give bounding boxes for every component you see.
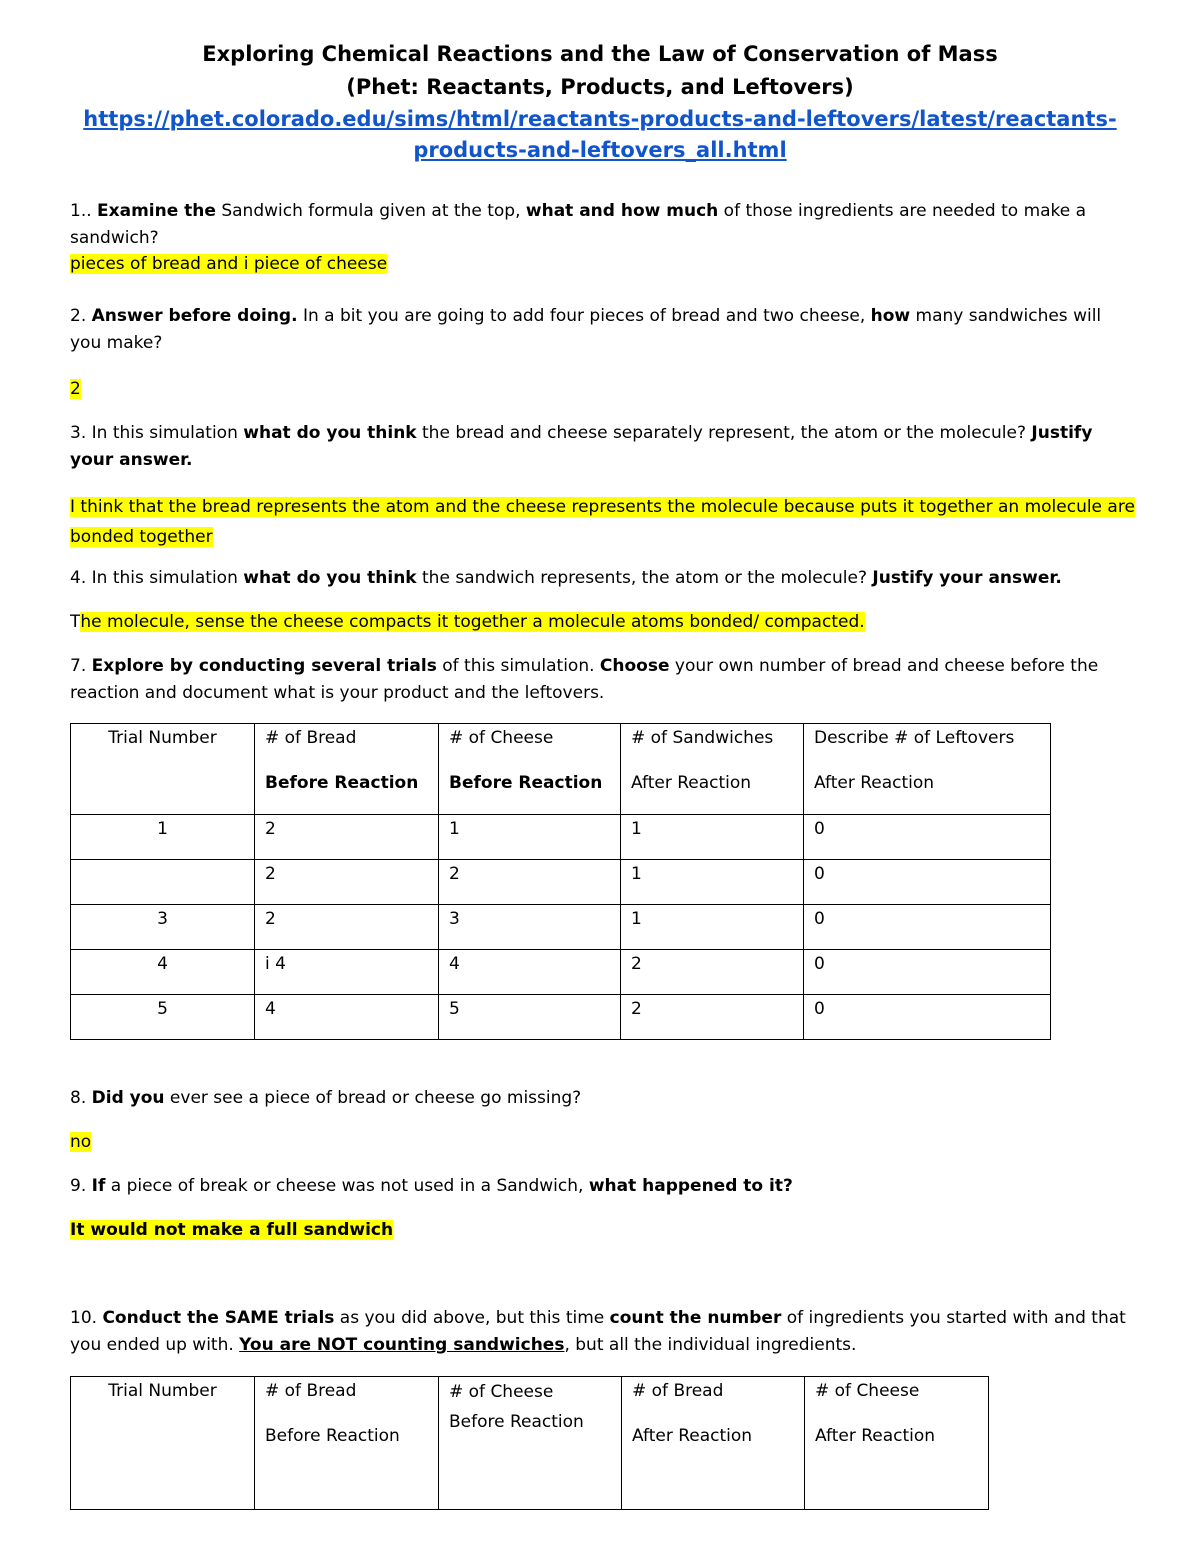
bold-text: Conduct the SAME trials [102,1308,335,1328]
question-text: of those ingredients are needed to make a sandwich? [70,201,1087,248]
bold-text: what do you think [243,423,417,443]
table-row [71,815,1051,860]
bold-text: what do you think [243,568,417,588]
header-label: # of Bread [632,1381,724,1401]
header-sandwiches-after [621,724,804,815]
question-number: 8. [70,1088,92,1108]
header-label: After Reaction [632,1426,753,1446]
table-cell: 3 [71,905,255,950]
table-cell: 4 [439,950,621,995]
header-bread-before [255,1377,439,1510]
question-text: Sandwich formula given at the top, [215,201,526,221]
table-cell: 0 [804,995,1051,1040]
question-number: 7. [70,656,92,676]
answer-8 [70,1129,1135,1156]
table-header-row [71,1377,989,1510]
question-text: In a bit you are going to add four pieces of bread and two cheese, [297,306,871,326]
highlighted-answer: pieces of bread and i piece of cheese [70,254,388,274]
bold-text: Justify your answer. [70,423,1093,470]
ingredients-table [70,1376,989,1510]
header-label: Before Reaction [265,1426,400,1446]
header-label: # of Bread [265,1381,357,1401]
highlighted-answer: I think that the bread represents the atom and the cheese represents the molecule because puts it together an molecule are bonded together [70,497,1135,547]
answer-3 [70,492,1135,552]
table-cell: 2 [255,860,439,905]
header-bread-before [255,724,439,815]
header-label: Trial Number [108,728,217,748]
bold-text: Choose [599,656,670,676]
table-cell: i 4 [255,950,439,995]
question-7 [70,653,1135,707]
table-cell: 1 [71,815,255,860]
question-text: ever see a piece of bread or cheese go missing? [164,1088,582,1108]
header-label: # of Sandwiches [631,728,774,748]
table-cell: 0 [804,950,1051,995]
question-9 [70,1173,1135,1200]
bold-text: how [870,306,911,326]
table-cell: 0 [804,815,1051,860]
bold-text: what happened to it? [588,1176,793,1196]
question-text: of ingredients you started with and that you ended up with. [70,1308,1126,1355]
table-cell: 2 [439,860,621,905]
question-2 [70,303,1135,357]
question-8 [70,1085,1135,1112]
table-cell: 2 [621,950,804,995]
header-bread-after [622,1377,805,1510]
table-cell: 2 [255,905,439,950]
question-text: the sandwich represents, the atom or the molecule? [416,568,873,588]
highlighted-answer: It would not make a full sandwich [70,1220,394,1240]
question-text: of this simulation. [436,656,600,676]
question-10 [70,1305,1135,1359]
table-cell: 0 [804,860,1051,905]
answer-2 [70,376,1135,403]
answer-text: T [70,612,81,632]
bold-text: Explore by conducting several trials [91,656,437,676]
header-label: Before Reaction [449,773,603,793]
answer-1 [70,251,1135,278]
highlighted-answer: 2 [70,379,81,399]
header-label: After Reaction [814,773,935,793]
question-text: many sandwiches will you make? [70,306,1102,353]
table-cell: 5 [439,995,621,1040]
highlighted-answer: no [70,1132,92,1152]
header-label: # of Cheese [815,1381,920,1401]
simulation-link-line-1[interactable]: https://phet.colorado.edu/sims/html/reactants-products-and-leftovers/latest/reactants- [83,107,1117,131]
question-3 [70,420,1135,474]
header-label: After Reaction [631,773,752,793]
header-label [81,769,244,814]
header-label: # of Cheese [449,1382,554,1402]
header-label: # of Bread [265,728,357,748]
title-line-2: (Phet: Reactants, Products, and Leftovers) [346,75,854,99]
table-cell: 1 [439,815,621,860]
underlined-text: You are NOT counting sandwiches [239,1335,565,1355]
header-label: Trial Number [108,1381,217,1401]
question-text: the bread and cheese separately represent, the atom or the molecule? [416,423,1032,443]
header-label: Describe # of Leftovers [814,728,1015,748]
bold-text: Did you [91,1088,165,1108]
question-number: 4. [70,568,92,588]
question-number: 9. [70,1176,92,1196]
question-4 [70,565,1135,592]
header-label: Before Reaction [265,773,419,793]
question-text: your own number of bread and cheese before the reaction and document what is your product and the leftovers. [70,656,1099,703]
header-cheese-before [439,1377,622,1510]
trials-table [70,723,1051,1040]
table-row [71,950,1051,995]
table-cell: 3 [439,905,621,950]
header-label [81,1422,244,1467]
bold-text: If [91,1176,106,1196]
table-cell: 2 [621,995,804,1040]
question-text: , but all the individual ingredients. [564,1335,857,1355]
question-text: as you did above, but this time [334,1308,610,1328]
table-cell [71,860,255,905]
question-text: a piece of break or cheese was not used in a Sandwich, [105,1176,589,1196]
header-label: After Reaction [815,1426,936,1446]
bold-text: count the number [609,1308,782,1328]
header-cheese-after [805,1377,989,1510]
bold-text: Examine the [97,201,216,221]
table-header-row [71,724,1051,815]
bold-text: what and how much [525,201,719,221]
table-cell: 4 [255,995,439,1040]
header-label: Before Reaction [449,1412,584,1432]
bold-text: Answer before doing. [91,306,298,326]
table-cell: 1 [621,860,804,905]
header-cheese-before [439,724,621,815]
highlighted-answer: he molecule, sense the cheese compacts it together a molecule atoms bonded/ compacted. [80,612,865,632]
table-row [71,905,1051,950]
table-cell: 4 [71,950,255,995]
question-text: In this simulation [91,423,244,443]
question-number: 2. [70,306,92,326]
table-row [71,995,1051,1040]
answer-9 [70,1217,1135,1244]
table-cell: 2 [255,815,439,860]
header-trial-number [71,724,255,815]
header-trial-number [71,1377,255,1510]
question-text: In this simulation [91,568,244,588]
bold-text: Justify your answer. [872,568,1062,588]
question-number: 10. [70,1308,103,1328]
simulation-link-line-2[interactable]: products-and-leftovers_all.html [413,138,787,162]
table-cell: 5 [71,995,255,1040]
answer-4 [70,609,1135,636]
question-1 [70,198,1135,252]
table-row [71,860,1051,905]
table-cell: 1 [621,905,804,950]
table-cell: 1 [621,815,804,860]
question-number: 1.. [70,201,92,221]
header-label: # of Cheese [449,728,554,748]
table-cell: 0 [804,905,1051,950]
question-number: 3. [70,423,92,443]
worksheet-header [60,38,1140,166]
title-line-1: Exploring Chemical Reactions and the Law of Conservation of Mass [202,42,998,66]
header-leftovers-after [804,724,1051,815]
